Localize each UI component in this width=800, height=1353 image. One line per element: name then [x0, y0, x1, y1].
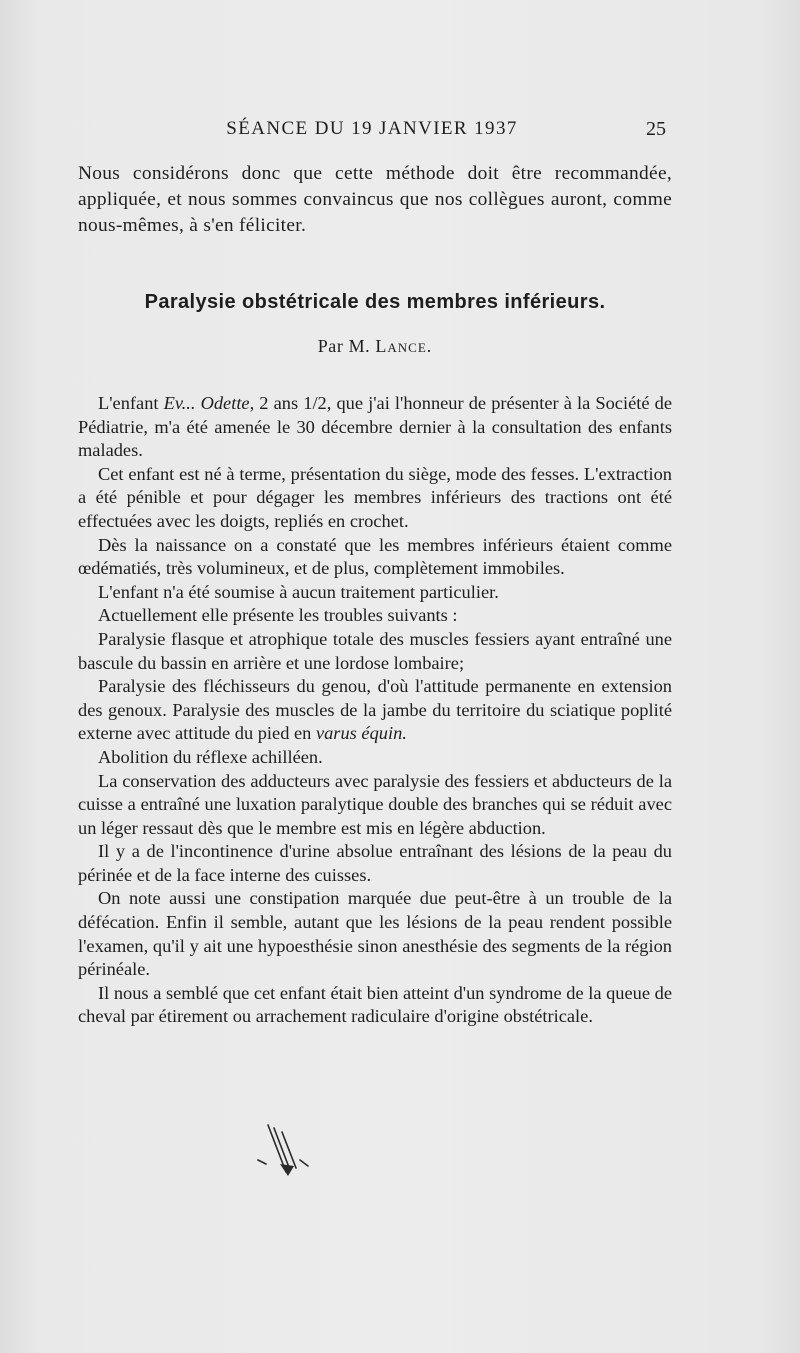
paragraph-11: On note aussi une constipation marquée due peut-être à un trouble de la défécation. Enfin il semble, autant que les lésions de la peau rendent possible l'examen, qu'il y ait une hypoesthésie sinon anesthésie des segments de la région périnéale.	[78, 888, 672, 980]
intro-paragraph: Nous considérons donc que cette méthode doit être recommandée, appliquée, et nous sommes convaincus que nos collègues auront, comme nous-mêmes, à s'en féliciter.	[78, 163, 672, 236]
author-name: Lance.	[375, 336, 433, 356]
paragraph-3: Dès la naissance on a constaté que les membres inférieurs étaient comme œdématiés, très volumineux, et de plus, complètement immobiles.	[78, 534, 672, 579]
p1-rest: 2 ans 1/2, que j'ai l'honneur de présenter à la Société de Pédiatrie, m'a été amenée le 30 décembre dernier à la consultation des enfants malades.	[78, 393, 672, 461]
author-line	[78, 336, 672, 357]
article-body	[78, 392, 672, 1029]
article-title: Paralysie obstétricale des membres inférieurs.	[144, 291, 606, 313]
paragraph-9: La conservation des adducteurs avec paralysie des fessiers et abducteurs de la cuisse a entraîné une luxation paralytique double des branches qui se réduit avec un léger ressaut dès que le membre est mis en légère abduction.	[78, 770, 672, 838]
paragraph-12: Il nous a semblé que cet enfant était bien atteint d'un syndrome de la queue de cheval par étirement ou arrachement radiculaire d'origine obstétricale.	[78, 982, 672, 1027]
author-prefix: Par M.	[317, 336, 371, 356]
paragraph-4: L'enfant n'a été soumise à aucun traitement particulier.	[98, 581, 499, 602]
paragraph-8: Abolition du réflexe achilléen.	[98, 746, 323, 767]
header-title: SÉANCE DU 19 JANVIER 1937	[226, 118, 518, 139]
paragraph-7	[78, 675, 672, 746]
paragraph-6: Paralysie flasque et atrophique totale des muscles fessiers ayant entraîné une bascule du bassin en arrière et une lordose lombaire;	[78, 628, 672, 673]
paragraph-5: Actuellement elle présente les troubles suivants :	[98, 605, 458, 626]
p7-italic: varus équin.	[315, 723, 407, 744]
page-number: 25	[646, 118, 666, 140]
ink-scribble-mark	[238, 1120, 328, 1180]
paragraph-1	[78, 392, 672, 463]
p7-start: Paralysie des fléchisseurs du genou, d'où l'attitude permanente en extension des genoux. Paralysie des muscles de la jambe du territoire du sciatique poplité externe avec attitude du pied en	[78, 676, 672, 744]
paragraph-2: Cet enfant est né à terme, présentation du siège, mode des fesses. L'extraction a été pénible et pour dégager les membres inférieurs des tractions ont été effectuées avec les doigts, repliés en crochet.	[78, 463, 672, 531]
p1-start: L'enfant	[98, 393, 164, 413]
p1-patient-name: Ev... Odette,	[163, 393, 255, 413]
paragraph-10: Il y a de l'incontinence d'urine absolue entraînant des lésions de la peau du périnée et de la face interne des cuisses.	[78, 841, 672, 885]
running-head	[0, 118, 800, 146]
